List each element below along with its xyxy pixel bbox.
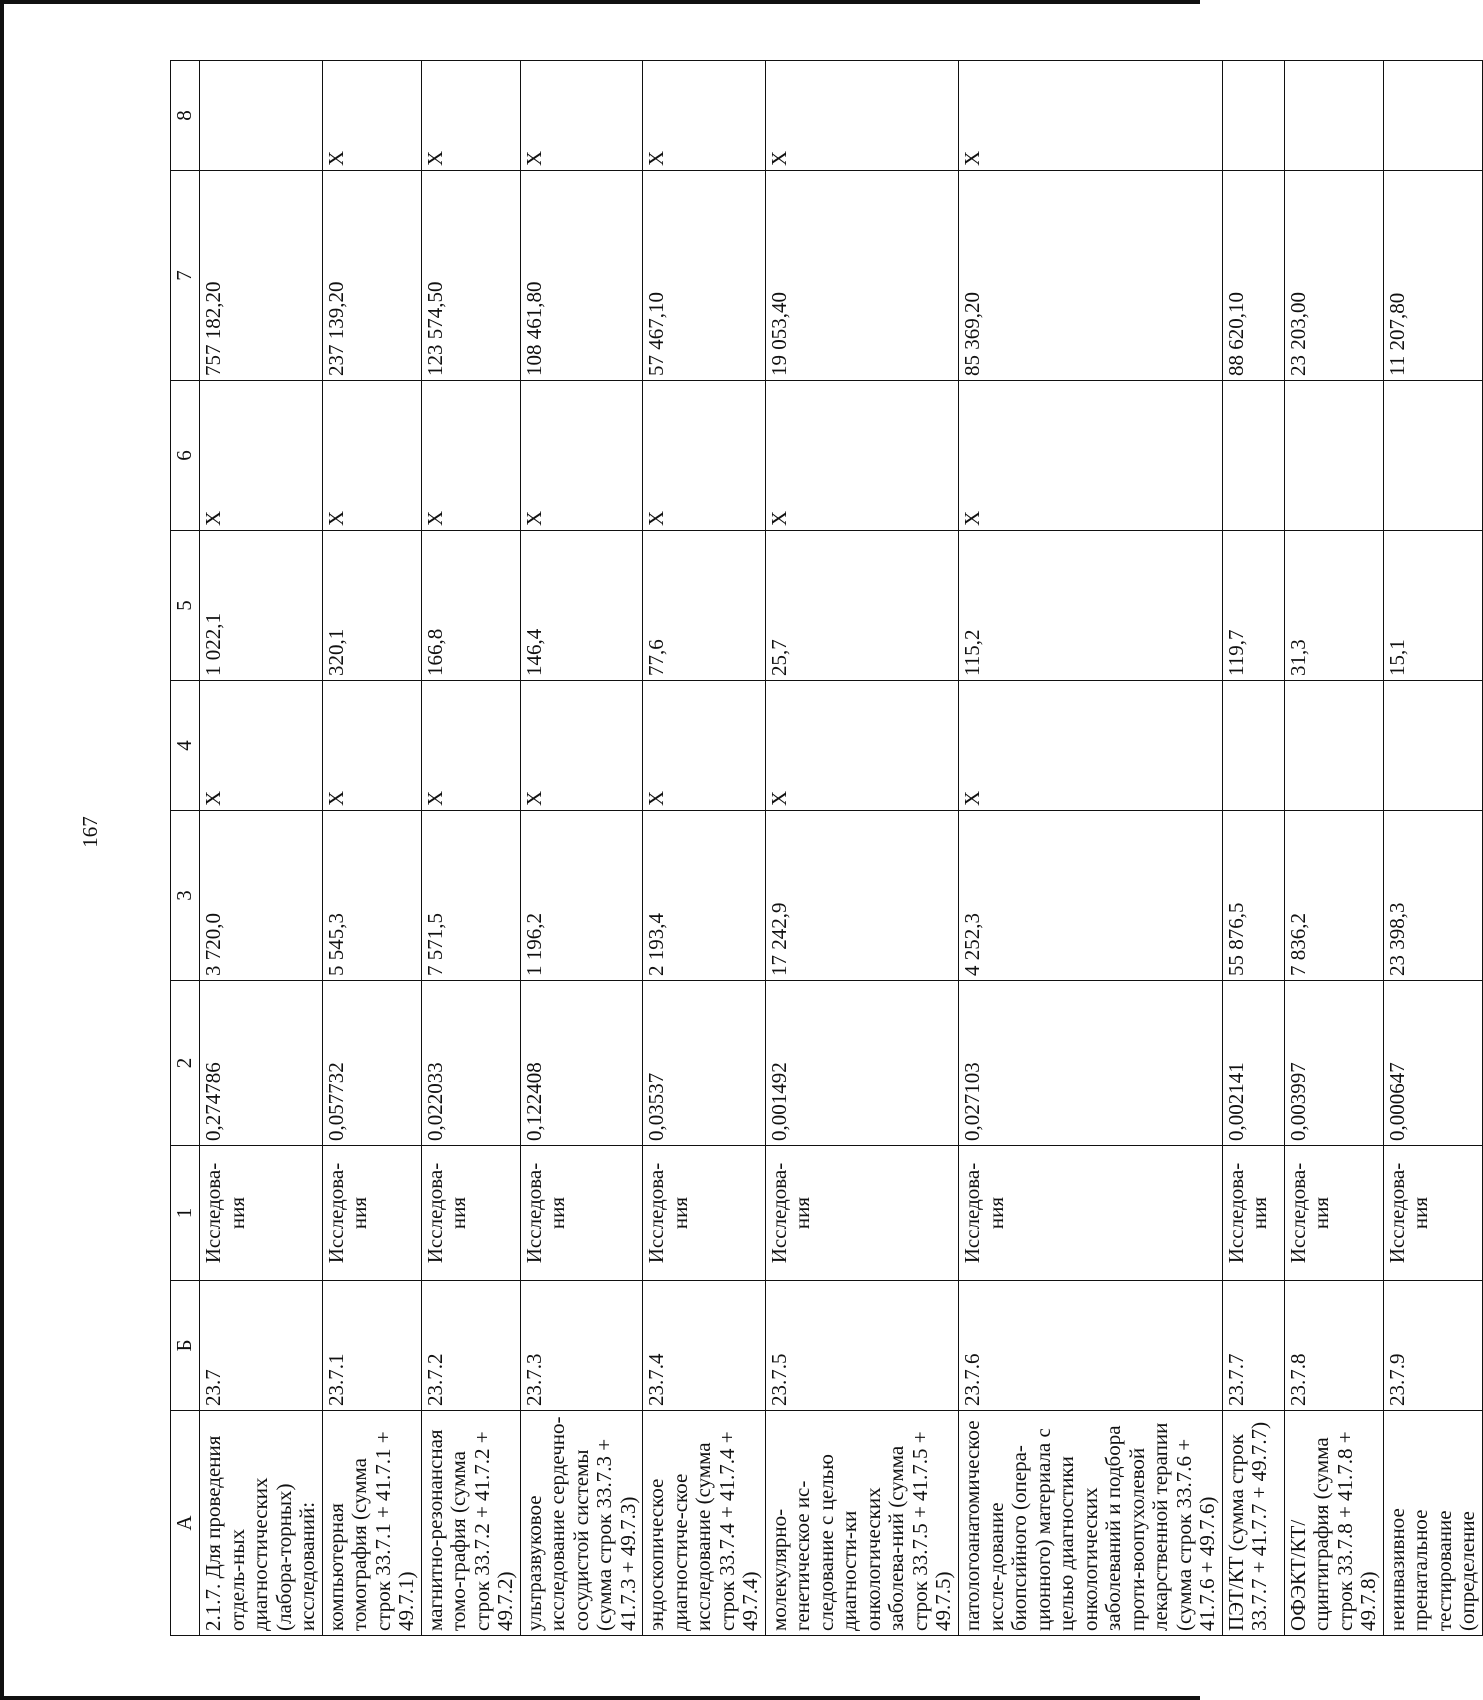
- cell-unit: Исследова-ния: [520, 1146, 643, 1281]
- cell-col2: 0,057732: [322, 981, 421, 1146]
- cell-col3: 17 242,9: [765, 811, 958, 981]
- cell-col5: 115,2: [958, 531, 1222, 681]
- cell-col8: X: [643, 61, 766, 171]
- cell-name: эндоскопическое диагностиче-ское исследование (сумма строк 33.7.4 + 41.7.4 + 49.7.4): [643, 1411, 766, 1636]
- cell-col7: 57 467,10: [643, 171, 766, 381]
- table-row: [200, 61, 323, 1636]
- cell-col3: 5 545,3: [322, 811, 421, 981]
- cell-col2: 0,03537: [643, 981, 766, 1146]
- cell-name: патологоанатомическое иссле-дование биопсийного (опера-ционного) материала с целью диагностики онкологических заболеваний и подбора проти-воопухолевой лекарственной терапии (сумма строк 33.7.6 + 41.7.6 + 49.7.6): [958, 1411, 1222, 1636]
- cell-unit: Исследова-ния: [958, 1146, 1222, 1281]
- header-cell: 2: [171, 981, 200, 1146]
- cell-col4: [1383, 681, 1482, 811]
- cell-name: ультразвуковое исследование сердечно-сосудистой системы (сумма строк 33.7.3 + 41.7.3 + 49.7.3): [520, 1411, 643, 1636]
- cell-name: компьютерная томография (сумма строк 33.7.1 + 41.7.1 + 49.7.1): [322, 1411, 421, 1636]
- cell-name: магнитно-резонансная томо-графия (сумма строк 33.7.2 + 41.7.2 + 49.7.2): [421, 1411, 520, 1636]
- header-cell: 5: [171, 531, 200, 681]
- header-cell: 1: [171, 1146, 200, 1281]
- table-row: [643, 61, 766, 1636]
- page-edge-left: [0, 0, 4, 1700]
- table-row: [1222, 61, 1284, 1636]
- cell-col6: X: [421, 381, 520, 531]
- cell-col5: 320,1: [322, 531, 421, 681]
- cell-col5: 15,1: [1383, 531, 1482, 681]
- cell-col4: [1222, 681, 1284, 811]
- cell-col8: X: [322, 61, 421, 171]
- cell-col7: 23 203,00: [1284, 171, 1383, 381]
- table-row: [1383, 61, 1482, 1636]
- cell-col3: 1 196,2: [520, 811, 643, 981]
- cell-line-code: 23.7.1: [322, 1281, 421, 1411]
- cell-col2: 0,274786: [200, 981, 323, 1146]
- cell-line-code: 23.7.9: [1383, 1281, 1482, 1411]
- cell-name: ОФЭКТ/КТ/сцинтиграфия (сумма строк 33.7.8 + 41.7.8 + 49.7.8): [1284, 1411, 1383, 1636]
- cell-line-code: 23.7.5: [765, 1281, 958, 1411]
- header-cell: 8: [171, 61, 200, 171]
- cell-col7: 88 620,10: [1222, 171, 1284, 381]
- cell-col8: X: [958, 61, 1222, 171]
- cell-col7: 11 207,80: [1383, 171, 1482, 381]
- cell-col3: 55 876,5: [1222, 811, 1284, 981]
- header-cell: 4: [171, 681, 200, 811]
- cell-col5: 146,4: [520, 531, 643, 681]
- header-cell: Б: [171, 1281, 200, 1411]
- cell-col7: 19 053,40: [765, 171, 958, 381]
- cell-col7: 108 461,80: [520, 171, 643, 381]
- cell-col8: [1222, 61, 1284, 171]
- cell-col4: X: [322, 681, 421, 811]
- cell-line-code: 23.7: [200, 1281, 323, 1411]
- cell-col3: 7 571,5: [421, 811, 520, 981]
- cell-unit: Исследова-ния: [1383, 1146, 1482, 1281]
- cell-col4: X: [643, 681, 766, 811]
- cell-col3: 3 720,0: [200, 811, 323, 981]
- cell-name: неинвазивное пренатальное тестирование (определение: [1383, 1411, 1482, 1636]
- header-row: [171, 61, 200, 1636]
- header-cell: 3: [171, 811, 200, 981]
- cell-col5: 1 022,1: [200, 531, 323, 681]
- cell-col8: [1284, 61, 1383, 171]
- page-edge-top: [0, 0, 1200, 4]
- cell-col4: X: [958, 681, 1222, 811]
- cell-col4: X: [765, 681, 958, 811]
- cell-col2: 0,001492: [765, 981, 958, 1146]
- table-row: [958, 61, 1222, 1636]
- cell-unit: Исследова-ния: [421, 1146, 520, 1281]
- cell-line-code: 23.7.2: [421, 1281, 520, 1411]
- header-cell: 7: [171, 171, 200, 381]
- cell-col6: X: [322, 381, 421, 531]
- cell-name: ПЭТ/КТ (сумма строк 33.7.7 + 41.7.7 + 49.7.7): [1222, 1411, 1284, 1636]
- cell-line-code: 23.7.4: [643, 1281, 766, 1411]
- cell-line-code: 23.7.3: [520, 1281, 643, 1411]
- cell-col7: 123 574,50: [421, 171, 520, 381]
- cell-col3: 4 252,3: [958, 811, 1222, 981]
- cell-col7: 757 182,20: [200, 171, 323, 381]
- header-cell: А: [171, 1411, 200, 1636]
- cell-col6: X: [643, 381, 766, 531]
- page-number: 167: [78, 816, 102, 848]
- data-table: [170, 60, 1483, 1636]
- cell-col2: 0,122408: [520, 981, 643, 1146]
- header-cell: 6: [171, 381, 200, 531]
- cell-unit: Исследова-ния: [765, 1146, 958, 1281]
- table-row: [421, 61, 520, 1636]
- cell-col2: 0,027103: [958, 981, 1222, 1146]
- cell-col6: X: [520, 381, 643, 531]
- cell-col6: [1284, 381, 1383, 531]
- rotated-table-container: [170, 61, 1480, 1636]
- table-row: [765, 61, 958, 1636]
- cell-col8: [1383, 61, 1482, 171]
- cell-unit: Исследова-ния: [1222, 1146, 1284, 1281]
- cell-line-code: 23.7.8: [1284, 1281, 1383, 1411]
- cell-col8: X: [520, 61, 643, 171]
- cell-col7: 237 139,20: [322, 171, 421, 381]
- cell-name: молекулярно-генетическое ис-следование с целью диагности-ки онкологических заболева-ний (сумма строк 33.7.5 + 41.7.5 + 49.7.5): [765, 1411, 958, 1636]
- cell-col5: 25,7: [765, 531, 958, 681]
- cell-name: 2.1.7. Для проведения отдель-ных диагностических (лабора-торных) исследований:: [200, 1411, 323, 1636]
- cell-col8: X: [765, 61, 958, 171]
- cell-col5: 166,8: [421, 531, 520, 681]
- cell-col4: X: [520, 681, 643, 811]
- cell-line-code: 23.7.7: [1222, 1281, 1284, 1411]
- table-row: [520, 61, 643, 1636]
- table-row: [1284, 61, 1383, 1636]
- cell-col5: 31,3: [1284, 531, 1383, 681]
- cell-col6: X: [958, 381, 1222, 531]
- cell-col5: 119,7: [1222, 531, 1284, 681]
- cell-col7: 85 369,20: [958, 171, 1222, 381]
- cell-col2: 0,003997: [1284, 981, 1383, 1146]
- cell-unit: Исследова-ния: [643, 1146, 766, 1281]
- cell-col6: [1222, 381, 1284, 531]
- cell-col5: 77,6: [643, 531, 766, 681]
- table-row: [322, 61, 421, 1636]
- cell-col4: [1284, 681, 1383, 811]
- cell-unit: Исследова-ния: [1284, 1146, 1383, 1281]
- cell-unit: Исследова-ния: [322, 1146, 421, 1281]
- cell-col8: X: [421, 61, 520, 171]
- cell-col3: 23 398,3: [1383, 811, 1482, 981]
- page-edge-bottom: [0, 1696, 1200, 1700]
- cell-col3: 2 193,4: [643, 811, 766, 981]
- cell-col2: 0,002141: [1222, 981, 1284, 1146]
- cell-col4: X: [421, 681, 520, 811]
- cell-col2: 0,022033: [421, 981, 520, 1146]
- cell-col8: [200, 61, 323, 171]
- cell-col2: 0,000647: [1383, 981, 1482, 1146]
- cell-col4: X: [200, 681, 323, 811]
- cell-col6: [1383, 381, 1482, 531]
- cell-col3: 7 836,2: [1284, 811, 1383, 981]
- cell-col6: X: [765, 381, 958, 531]
- cell-unit: Исследова-ния: [200, 1146, 323, 1281]
- cell-col6: X: [200, 381, 323, 531]
- cell-line-code: 23.7.6: [958, 1281, 1222, 1411]
